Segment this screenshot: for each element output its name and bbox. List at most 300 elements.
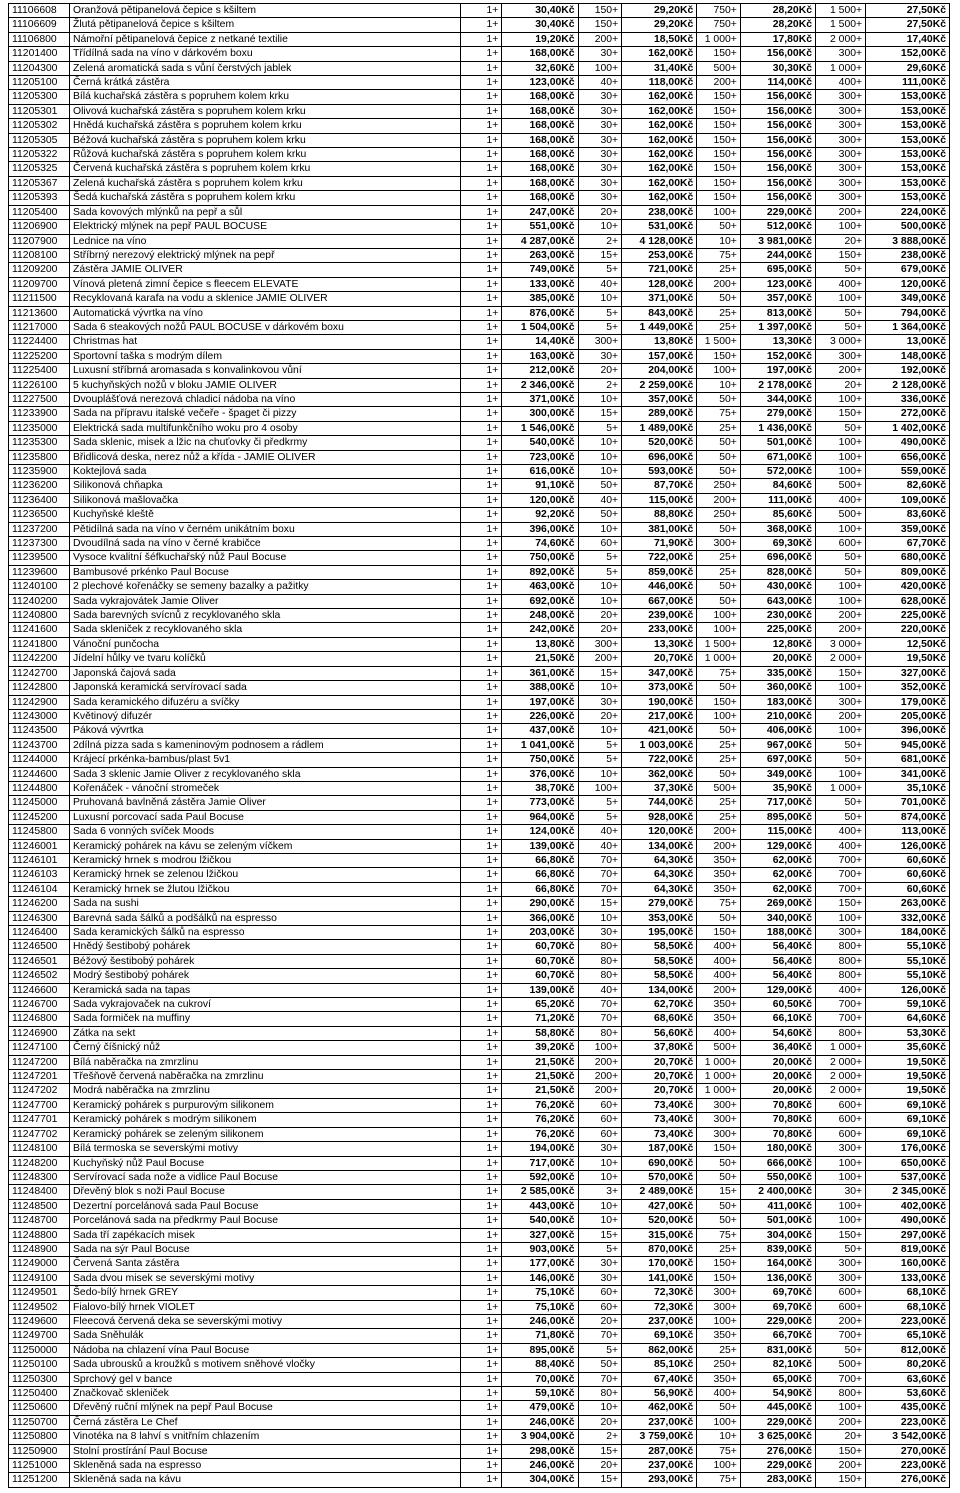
price-tier-3: 357,00Kč [740, 292, 815, 306]
price-tier-3: 411,00Kč [740, 1199, 815, 1213]
item-code: 11236400 [9, 493, 70, 507]
price-tier-3: 84,60Kč [740, 479, 815, 493]
price-tier-4: 794,00Kč [866, 306, 950, 320]
table-row [9, 1300, 950, 1314]
qty-tier-1: 1+ [460, 940, 501, 954]
item-code: 11249502 [9, 1300, 70, 1314]
qty-tier-1: 1+ [460, 4, 501, 18]
price-tier-4: 650,00Kč [866, 1156, 950, 1170]
qty-tier-3: 50+ [697, 1214, 741, 1228]
price-tier-2: 162,00Kč [622, 133, 697, 147]
price-tier-1: 66,80Kč [502, 853, 578, 867]
qty-tier-4: 30+ [815, 1185, 865, 1199]
qty-tier-4: 2 000+ [815, 32, 865, 46]
item-name: Sprchový gel v bance [69, 1372, 460, 1386]
qty-tier-4: 400+ [815, 277, 865, 291]
item-code: 11211500 [9, 292, 70, 306]
qty-tier-1: 1+ [460, 335, 501, 349]
price-tier-4: 192,00Kč [866, 364, 950, 378]
qty-tier-2: 40+ [578, 493, 622, 507]
price-tier-2: 56,90Kč [622, 1387, 697, 1401]
qty-tier-2: 20+ [578, 709, 622, 723]
price-tier-1: 60,70Kč [502, 940, 578, 954]
qty-tier-2: 10+ [578, 1401, 622, 1415]
price-tier-3: 156,00Kč [740, 191, 815, 205]
price-tier-2: 73,40Kč [622, 1113, 697, 1127]
price-tier-2: 347,00Kč [622, 666, 697, 680]
price-tier-1: 479,00Kč [502, 1401, 578, 1415]
item-name: Sada keramických šálků na espresso [69, 926, 460, 940]
price-tier-2: 128,00Kč [622, 277, 697, 291]
qty-tier-3: 400+ [697, 1026, 741, 1040]
qty-tier-1: 1+ [460, 205, 501, 219]
table-row [9, 4, 950, 18]
price-tier-3: 156,00Kč [740, 176, 815, 190]
price-tier-4: 2 128,00Kč [866, 378, 950, 392]
qty-tier-4: 50+ [815, 1242, 865, 1256]
qty-tier-2: 150+ [578, 18, 622, 32]
price-tier-4: 19,50Kč [866, 1070, 950, 1084]
price-tier-2: 58,50Kč [622, 954, 697, 968]
qty-tier-4: 2 000+ [815, 1084, 865, 1098]
price-tier-3: 123,00Kč [740, 277, 815, 291]
table-row [9, 709, 950, 723]
table-row [9, 594, 950, 608]
qty-tier-1: 1+ [460, 1343, 501, 1357]
item-code: 11246101 [9, 853, 70, 867]
qty-tier-3: 50+ [697, 450, 741, 464]
qty-tier-3: 25+ [697, 565, 741, 579]
item-name: Krájecí prkénka-bambus/plast 5v1 [69, 753, 460, 767]
price-tier-3: 111,00Kč [740, 493, 815, 507]
price-tier-4: 537,00Kč [866, 1170, 950, 1184]
qty-tier-2: 15+ [578, 1444, 622, 1458]
price-tier-2: 13,80Kč [622, 335, 697, 349]
qty-tier-3: 100+ [697, 364, 741, 378]
price-tier-2: 239,00Kč [622, 609, 697, 623]
item-name: Žlutá pětipanelová čepice s kšiltem [69, 18, 460, 32]
item-name: Sada 3 sklenic Jamie Oliver z recyklovaného skla [69, 767, 460, 781]
qty-tier-4: 100+ [815, 1214, 865, 1228]
price-tier-3: 229,00Kč [740, 205, 815, 219]
qty-tier-1: 1+ [460, 724, 501, 738]
qty-tier-3: 750+ [697, 4, 741, 18]
price-tier-4: 297,00Kč [866, 1228, 950, 1242]
price-tier-2: 69,10Kč [622, 1329, 697, 1343]
qty-tier-1: 1+ [460, 998, 501, 1012]
qty-tier-2: 30+ [578, 926, 622, 940]
item-code: 11209700 [9, 277, 70, 291]
qty-tier-3: 200+ [697, 983, 741, 997]
item-name: Vánoční punčocha [69, 637, 460, 651]
qty-tier-2: 30+ [578, 176, 622, 190]
item-code: 11239500 [9, 551, 70, 565]
qty-tier-2: 100+ [578, 1041, 622, 1055]
price-tier-4: 126,00Kč [866, 983, 950, 997]
item-name: Sada keramického difuzéru a svíčky [69, 695, 460, 709]
qty-tier-4: 150+ [815, 248, 865, 262]
price-tier-3: 129,00Kč [740, 983, 815, 997]
price-tier-4: 945,00Kč [866, 738, 950, 752]
qty-tier-2: 80+ [578, 954, 622, 968]
qty-tier-3: 350+ [697, 853, 741, 867]
table-row [9, 205, 950, 219]
qty-tier-3: 1 500+ [697, 335, 741, 349]
qty-tier-2: 10+ [578, 465, 622, 479]
item-code: 11247100 [9, 1041, 70, 1055]
item-code: 11227500 [9, 392, 70, 406]
price-tier-2: 928,00Kč [622, 810, 697, 824]
price-tier-1: 443,00Kč [502, 1199, 578, 1213]
price-tier-4: 263,00Kč [866, 897, 950, 911]
qty-tier-4: 100+ [815, 292, 865, 306]
qty-tier-4: 20+ [815, 1430, 865, 1444]
qty-tier-4: 700+ [815, 1012, 865, 1026]
item-code: 11249600 [9, 1314, 70, 1328]
price-tier-1: 60,70Kč [502, 954, 578, 968]
price-tier-3: 12,80Kč [740, 637, 815, 651]
item-code: 11205301 [9, 104, 70, 118]
qty-tier-2: 100+ [578, 61, 622, 75]
price-tier-1: 21,50Kč [502, 1084, 578, 1098]
qty-tier-1: 1+ [460, 1314, 501, 1328]
price-tier-2: 3 759,00Kč [622, 1430, 697, 1444]
price-tier-2: 120,00Kč [622, 825, 697, 839]
price-tier-3: 20,00Kč [740, 1070, 815, 1084]
qty-tier-1: 1+ [460, 1257, 501, 1271]
price-tier-1: 540,00Kč [502, 436, 578, 450]
price-tier-1: 19,20Kč [502, 32, 578, 46]
qty-tier-1: 1+ [460, 781, 501, 795]
price-tier-2: 64,30Kč [622, 882, 697, 896]
item-name: Nádoba na chlazení vína Paul Bocuse [69, 1343, 460, 1357]
qty-tier-4: 300+ [815, 104, 865, 118]
qty-tier-3: 150+ [697, 1257, 741, 1271]
price-tier-4: 64,60Kč [866, 1012, 950, 1026]
table-row [9, 897, 950, 911]
table-row [9, 32, 950, 46]
price-tier-1: 717,00Kč [502, 1156, 578, 1170]
price-tier-2: 843,00Kč [622, 306, 697, 320]
table-row [9, 1459, 950, 1473]
table-row [9, 90, 950, 104]
price-tier-3: 20,00Kč [740, 1084, 815, 1098]
price-tier-2: 134,00Kč [622, 983, 697, 997]
qty-tier-4: 300+ [815, 162, 865, 176]
price-tier-3: 276,00Kč [740, 1444, 815, 1458]
item-name: Černá krátká zástěra [69, 76, 460, 90]
price-tier-4: 69,10Kč [866, 1113, 950, 1127]
price-tier-2: 88,80Kč [622, 508, 697, 522]
price-tier-3: 269,00Kč [740, 897, 815, 911]
item-name: Kuchyňské kleště [69, 508, 460, 522]
price-tier-2: 118,00Kč [622, 76, 697, 90]
price-tier-2: 289,00Kč [622, 407, 697, 421]
item-code: 11208100 [9, 248, 70, 262]
price-tier-2: 56,60Kč [622, 1026, 697, 1040]
qty-tier-3: 500+ [697, 61, 741, 75]
qty-tier-3: 150+ [697, 349, 741, 363]
qty-tier-2: 60+ [578, 1098, 622, 1112]
qty-tier-1: 1+ [460, 1214, 501, 1228]
table-row [9, 1012, 950, 1026]
qty-tier-4: 150+ [815, 1444, 865, 1458]
table-row [9, 191, 950, 205]
price-tier-3: 406,00Kč [740, 724, 815, 738]
qty-tier-3: 1 000+ [697, 32, 741, 46]
price-tier-4: 559,00Kč [866, 465, 950, 479]
price-tier-3: 54,60Kč [740, 1026, 815, 1040]
price-tier-1: 66,80Kč [502, 868, 578, 882]
price-tier-4: 83,60Kč [866, 508, 950, 522]
price-tier-3: 156,00Kč [740, 162, 815, 176]
item-code: 11251200 [9, 1473, 70, 1487]
price-tier-3: 430,00Kč [740, 580, 815, 594]
item-code: 11247700 [9, 1098, 70, 1112]
table-row [9, 1084, 950, 1098]
item-name: Fialovo-bílý hrnek VIOLET [69, 1300, 460, 1314]
qty-tier-3: 1 000+ [697, 1055, 741, 1069]
qty-tier-1: 1+ [460, 1329, 501, 1343]
price-tier-3: 17,80Kč [740, 32, 815, 46]
qty-tier-2: 20+ [578, 205, 622, 219]
qty-tier-4: 3 000+ [815, 335, 865, 349]
qty-tier-3: 150+ [697, 926, 741, 940]
qty-tier-4: 20+ [815, 378, 865, 392]
price-tier-1: 246,00Kč [502, 1459, 578, 1473]
qty-tier-3: 50+ [697, 1401, 741, 1415]
price-tier-3: 69,70Kč [740, 1286, 815, 1300]
qty-tier-1: 1+ [460, 839, 501, 853]
price-tier-1: 616,00Kč [502, 465, 578, 479]
price-tier-4: 69,10Kč [866, 1127, 950, 1141]
item-code: 11207900 [9, 234, 70, 248]
qty-tier-2: 5+ [578, 565, 622, 579]
item-name: 5 kuchyňských nožů v bloku JAMIE OLIVER [69, 378, 460, 392]
item-code: 11246800 [9, 1012, 70, 1026]
qty-tier-1: 1+ [460, 1473, 501, 1487]
price-tier-1: 2 585,00Kč [502, 1185, 578, 1199]
qty-tier-2: 10+ [578, 1214, 622, 1228]
price-tier-1: 290,00Kč [502, 897, 578, 911]
qty-tier-3: 25+ [697, 306, 741, 320]
qty-tier-4: 300+ [815, 1142, 865, 1156]
table-row [9, 753, 950, 767]
price-tier-2: 1 489,00Kč [622, 421, 697, 435]
table-row [9, 796, 950, 810]
price-tier-1: 168,00Kč [502, 148, 578, 162]
item-name: Sada dvou misek se severskými motivy [69, 1271, 460, 1285]
price-tier-2: 20,70Kč [622, 652, 697, 666]
qty-tier-3: 250+ [697, 508, 741, 522]
price-tier-1: 76,20Kč [502, 1098, 578, 1112]
item-code: 11226100 [9, 378, 70, 392]
qty-tier-4: 1 500+ [815, 4, 865, 18]
item-code: 11244000 [9, 753, 70, 767]
qty-tier-3: 150+ [697, 104, 741, 118]
qty-tier-4: 50+ [815, 263, 865, 277]
item-code: 11240100 [9, 580, 70, 594]
qty-tier-3: 1 000+ [697, 652, 741, 666]
qty-tier-3: 50+ [697, 292, 741, 306]
qty-tier-3: 75+ [697, 407, 741, 421]
qty-tier-4: 600+ [815, 1113, 865, 1127]
item-name: Dezertní porcelánová sada Paul Bocuse [69, 1199, 460, 1213]
price-table-body [9, 4, 950, 1488]
price-tier-1: 74,60Kč [502, 537, 578, 551]
table-row [9, 882, 950, 896]
item-name: Keramický pohárek se zeleným silikonem [69, 1127, 460, 1141]
table-row [9, 983, 950, 997]
item-code: 11106800 [9, 32, 70, 46]
price-tier-1: 177,00Kč [502, 1257, 578, 1271]
price-tier-3: 813,00Kč [740, 306, 815, 320]
table-row [9, 176, 950, 190]
qty-tier-2: 15+ [578, 407, 622, 421]
item-name: 2 plechové kořenáčky se semeny bazalky a pažitky [69, 580, 460, 594]
price-tier-2: 862,00Kč [622, 1343, 697, 1357]
price-tier-2: 67,40Kč [622, 1372, 697, 1386]
qty-tier-3: 50+ [697, 1170, 741, 1184]
price-tier-3: 828,00Kč [740, 565, 815, 579]
price-tier-1: 75,10Kč [502, 1300, 578, 1314]
table-row [9, 1387, 950, 1401]
price-tier-3: 65,00Kč [740, 1372, 815, 1386]
price-tier-1: 592,00Kč [502, 1170, 578, 1184]
qty-tier-3: 400+ [697, 969, 741, 983]
price-tier-2: 20,70Kč [622, 1055, 697, 1069]
qty-tier-2: 300+ [578, 335, 622, 349]
price-tier-3: 501,00Kč [740, 1214, 815, 1228]
price-tier-1: 773,00Kč [502, 796, 578, 810]
qty-tier-1: 1+ [460, 508, 501, 522]
price-tier-3: 188,00Kč [740, 926, 815, 940]
item-code: 11246700 [9, 998, 70, 1012]
price-tier-3: 717,00Kč [740, 796, 815, 810]
qty-tier-3: 50+ [697, 465, 741, 479]
qty-tier-1: 1+ [460, 1142, 501, 1156]
qty-tier-1: 1+ [460, 796, 501, 810]
qty-tier-3: 400+ [697, 940, 741, 954]
price-tier-3: 156,00Kč [740, 119, 815, 133]
price-tier-1: 66,80Kč [502, 882, 578, 896]
item-name: Stolní prostírání Paul Bocuse [69, 1444, 460, 1458]
qty-tier-3: 350+ [697, 1012, 741, 1026]
price-tier-2: 162,00Kč [622, 104, 697, 118]
price-tier-4: 69,10Kč [866, 1098, 950, 1112]
table-row [9, 724, 950, 738]
qty-tier-1: 1+ [460, 1286, 501, 1300]
price-tier-2: 68,60Kč [622, 1012, 697, 1026]
qty-tier-2: 80+ [578, 940, 622, 954]
table-row [9, 148, 950, 162]
price-tier-2: 253,00Kč [622, 248, 697, 262]
price-tier-3: 2 400,00Kč [740, 1185, 815, 1199]
price-tier-2: 58,50Kč [622, 969, 697, 983]
qty-tier-1: 1+ [460, 32, 501, 46]
table-row [9, 18, 950, 32]
qty-tier-2: 30+ [578, 162, 622, 176]
table-row [9, 825, 950, 839]
price-tier-3: 279,00Kč [740, 407, 815, 421]
item-name: Dřevěný blok s noži Paul Bocuse [69, 1185, 460, 1199]
qty-tier-4: 1 000+ [815, 61, 865, 75]
price-tier-2: 31,40Kč [622, 61, 697, 75]
item-name: Zátka na sekt [69, 1026, 460, 1040]
price-tier-2: 72,30Kč [622, 1286, 697, 1300]
qty-tier-1: 1+ [460, 681, 501, 695]
qty-tier-3: 300+ [697, 1127, 741, 1141]
price-tier-4: 148,00Kč [866, 349, 950, 363]
qty-tier-1: 1+ [460, 1242, 501, 1256]
qty-tier-1: 1+ [460, 465, 501, 479]
price-tier-1: 376,00Kč [502, 767, 578, 781]
qty-tier-1: 1+ [460, 1430, 501, 1444]
qty-tier-1: 1+ [460, 364, 501, 378]
price-tier-3: 13,30Kč [740, 335, 815, 349]
qty-tier-1: 1+ [460, 277, 501, 291]
qty-tier-2: 10+ [578, 522, 622, 536]
table-row [9, 1199, 950, 1213]
item-name: Červená Santa zástěra [69, 1257, 460, 1271]
price-tier-3: 30,30Kč [740, 61, 815, 75]
price-tier-4: 29,60Kč [866, 61, 950, 75]
qty-tier-4: 1 000+ [815, 1041, 865, 1055]
price-tier-1: 21,50Kč [502, 1055, 578, 1069]
price-tier-2: 29,20Kč [622, 18, 697, 32]
qty-tier-1: 1+ [460, 1156, 501, 1170]
item-code: 11204300 [9, 61, 70, 75]
price-tier-2: 721,00Kč [622, 263, 697, 277]
qty-tier-2: 40+ [578, 825, 622, 839]
table-row [9, 1257, 950, 1271]
item-name: Vinotéka na 8 lahví s vnitřním chlazením [69, 1430, 460, 1444]
price-tier-3: 183,00Kč [740, 695, 815, 709]
qty-tier-2: 15+ [578, 1228, 622, 1242]
table-row [9, 652, 950, 666]
price-tier-2: 204,00Kč [622, 364, 697, 378]
price-tier-3: 180,00Kč [740, 1142, 815, 1156]
table-row [9, 1314, 950, 1328]
table-row [9, 364, 950, 378]
qty-tier-2: 30+ [578, 695, 622, 709]
qty-tier-2: 70+ [578, 1329, 622, 1343]
qty-tier-4: 600+ [815, 537, 865, 551]
price-tier-4: 109,00Kč [866, 493, 950, 507]
item-code: 11249100 [9, 1271, 70, 1285]
price-tier-1: 551,00Kč [502, 220, 578, 234]
qty-tier-4: 50+ [815, 551, 865, 565]
qty-tier-4: 50+ [815, 738, 865, 752]
item-name: Japonská čajová sada [69, 666, 460, 680]
price-tier-1: 1 504,00Kč [502, 320, 578, 334]
price-tier-1: 168,00Kč [502, 191, 578, 205]
qty-tier-3: 350+ [697, 868, 741, 882]
qty-tier-2: 10+ [578, 1199, 622, 1213]
qty-tier-1: 1+ [460, 479, 501, 493]
price-tier-4: 184,00Kč [866, 926, 950, 940]
qty-tier-3: 50+ [697, 392, 741, 406]
item-code: 11240800 [9, 609, 70, 623]
price-tier-1: 246,00Kč [502, 1415, 578, 1429]
price-tier-4: 352,00Kč [866, 681, 950, 695]
price-tier-4: 55,10Kč [866, 969, 950, 983]
price-tier-3: 3 625,00Kč [740, 1430, 815, 1444]
price-tier-1: 59,10Kč [502, 1387, 578, 1401]
item-code: 11240200 [9, 594, 70, 608]
price-tier-3: 28,20Kč [740, 18, 815, 32]
table-row [9, 839, 950, 853]
